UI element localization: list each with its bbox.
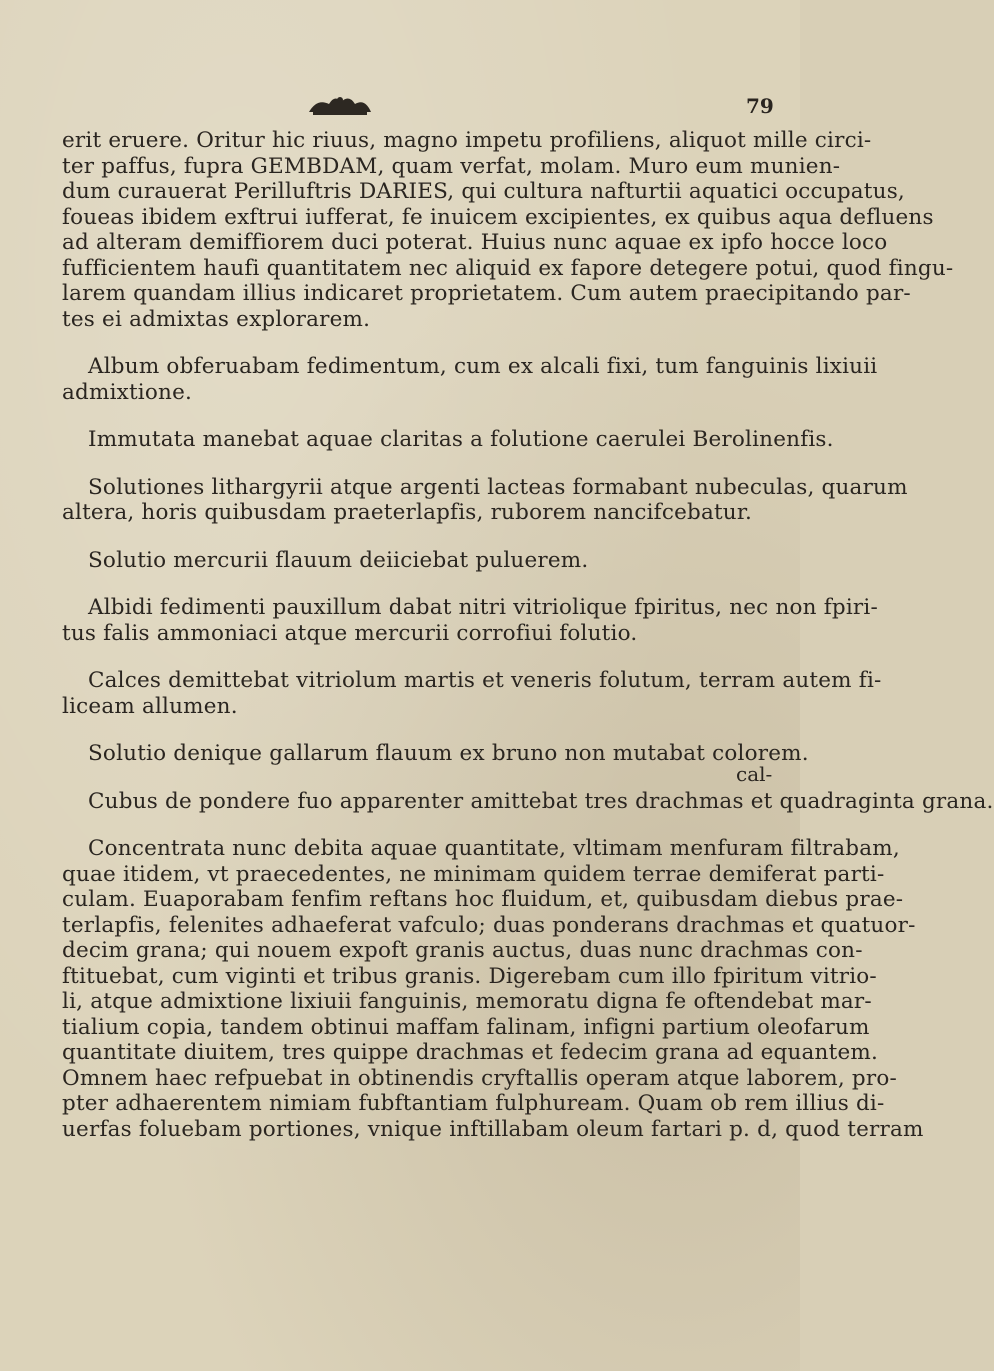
page-number: 79 (746, 94, 774, 118)
paragraph-gap (62, 814, 774, 836)
paragraph-gap (62, 332, 774, 354)
text-line: dum curauerat Perilluftris DARIES, qui cultura nafturtii aquatici occupatus, (62, 179, 905, 204)
text-line: foueas ibidem exftrui iufferat, fe inuicem excipientes, ex quibus aqua defluens (62, 204, 934, 230)
body-text (62, 128, 994, 1142)
text-line: tialium copia, tandem obtinui maffam falinam, infigni partium oleofarum (62, 1014, 870, 1040)
paragraph (62, 741, 809, 767)
catchword: cal- (736, 762, 773, 786)
text-line: fufficientem haufi quantitatem nec aliquid ex fapore detegere potui, quod fingu- (62, 255, 954, 281)
paragraph (62, 595, 878, 646)
text-line: Solutiones lithargyrii atque argenti lacteas formabant nubeculas, quarum (88, 474, 908, 500)
text-line: Calces demittebat vitriolum martis et veneris folutum, terram autem fi- (88, 668, 882, 693)
text-line: ad alteram demiffiorem duci poterat. Huius nunc aquae ex ipfo hocce loco (62, 230, 888, 255)
paragraph (62, 548, 774, 574)
text-line: larem quandam illius indicaret proprietatem. Cum autem praecipitando par- (62, 281, 911, 306)
text-line: Solutio mercurii flauum deiiciebat puluerem. (88, 547, 589, 573)
text-line: tus falis ammoniaci atque mercurii corrofiui folutio. (62, 620, 638, 646)
paragraph (62, 128, 954, 332)
paragraph (62, 788, 994, 815)
text-line: li, atque admixtione lixiuii fanguinis, memoratu digna fe oftendebat mar- (62, 989, 872, 1014)
text-line: quantitate diuitem, tres quippe drachmas et fedecim grana ad equantem. (62, 1040, 878, 1065)
paragraph-gap (62, 646, 774, 668)
text-line: ter paffus, fupra GEMBDAM, quam verfat, molam. Muro eum munien- (62, 153, 841, 179)
text-line: Concentrata nunc debita aquae quantitate, vltimam menfuram filtrabam, (88, 836, 900, 861)
text-line: Omnem haec refpuebat in obtinendis cryftallis operam atque laborem, pro- (62, 1065, 897, 1091)
text-line: Solutio denique gallarum flauum ex bruno non mutabat colorem. (88, 741, 809, 766)
text-line: tes ei admixtas explorarem. (62, 306, 371, 332)
text-line: admixtione. (62, 379, 193, 405)
paragraph-gap (62, 573, 774, 595)
text-line: ftituebat, cum viginti et tribus granis. Digerebam cum illo fpiritum vitrio- (62, 963, 877, 989)
text-line: altera, horis quibusdam praeterlapfis, ruborem nancifcebatur. (62, 500, 753, 525)
paragraph-gap (62, 767, 774, 789)
text-line: pter adhaerentem nimiam fubftantiam fulphuream. Quam ob rem illius di- (62, 1091, 885, 1116)
paragraph-gap (62, 405, 774, 427)
paragraph (62, 836, 924, 1142)
paragraph (62, 474, 908, 526)
text-line: culam. Euaporabam fenfim reftans hoc fluidum, et, quibusdam diebus prae- (62, 887, 904, 912)
text-line: liceam allumen. (62, 693, 238, 719)
text-line: Albidi fedimenti pauxillum dabat nitri vitriolique fpiritus, nec non fpiri- (88, 595, 878, 620)
text-line: terlapfis, felenites adhaeferat vafculo; duas ponderans drachmas et quatuor- (62, 912, 916, 938)
paragraph (62, 427, 834, 453)
text-line: uerfas foluebam portiones, vnique inftillabam oleum fartari p. d, quod terram (62, 1116, 924, 1142)
paragraph-gap (62, 453, 774, 475)
paragraph (62, 354, 878, 405)
text-line: Album obferuabam fedimentum, cum ex alcali fixi, tum fanguinis lixiuii (88, 354, 878, 379)
text-line: Immutata manebat aquae claritas a folutione caerulei Berolinenfis. (88, 427, 834, 452)
paragraph-gap (62, 526, 774, 548)
printer-ornament-icon (305, 92, 375, 118)
text-line: decim grana; qui nouem expoft granis auctus, duas nunc drachmas con- (62, 938, 863, 963)
paragraph-gap (62, 719, 774, 741)
text-line: erit eruere. Oritur hic riuus, magno impetu profiliens, aliquot mille circi- (62, 128, 872, 153)
text-line: Cubus de pondere fuo apparenter amittebat tres drachmas et quadraginta grana. (88, 788, 994, 814)
text-line: quae itidem, vt praecedentes, ne minimam quidem terrae demiferat parti- (62, 861, 885, 887)
paragraph (62, 668, 882, 719)
